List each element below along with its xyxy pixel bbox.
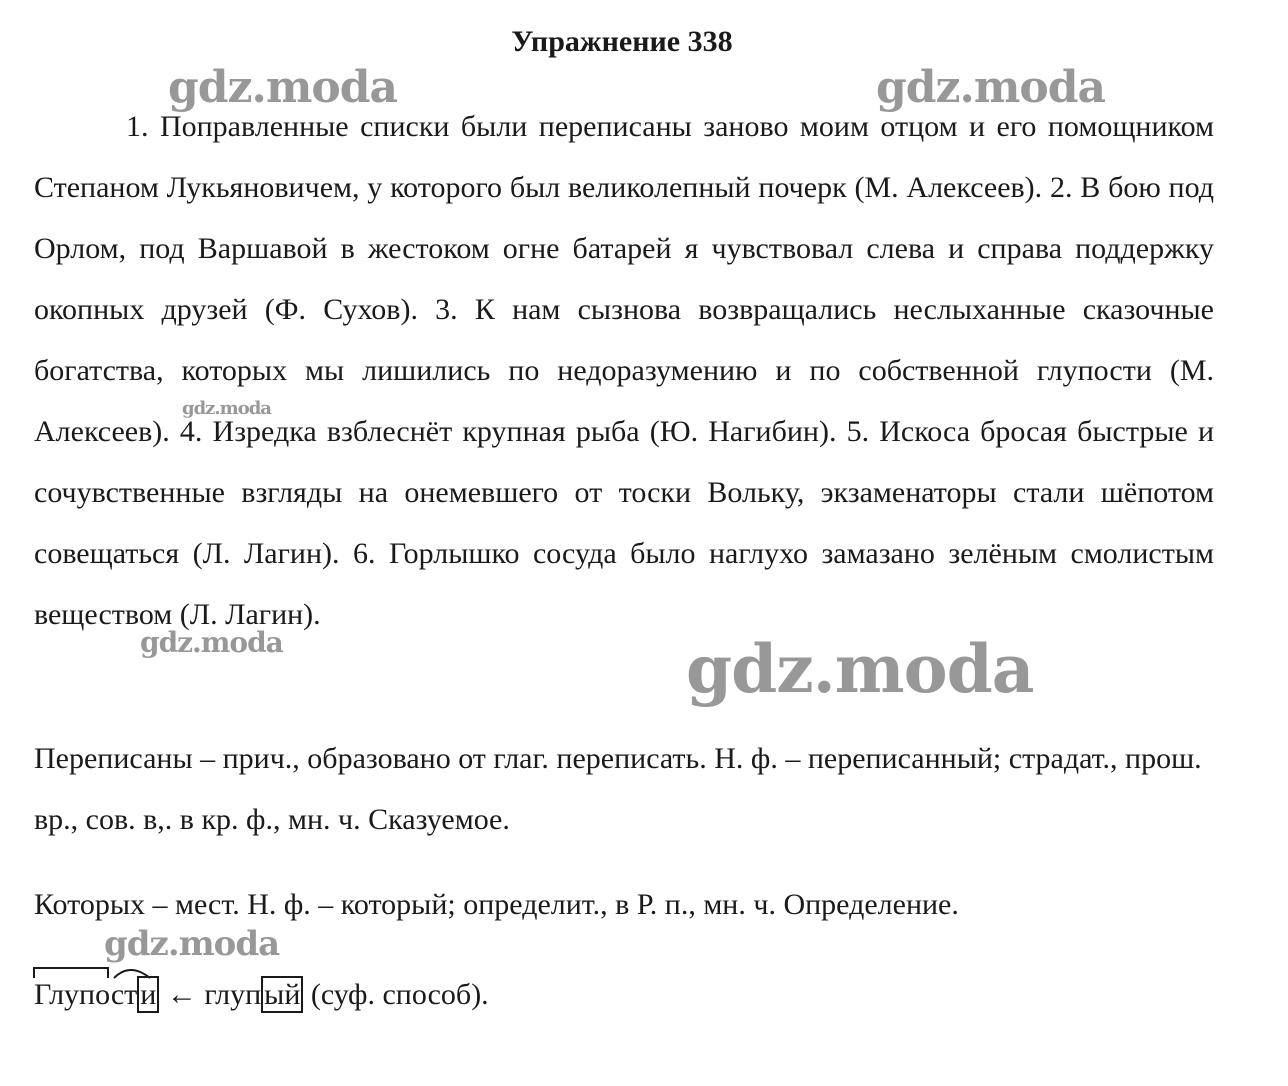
watermark-logo: gdz.moda (104, 924, 280, 964)
parse-ending-box: и (137, 976, 159, 1013)
watermark-logo: gdz.moda (182, 398, 271, 419)
parse-arrow: ← (159, 978, 205, 1011)
watermark-logo: gdz.moda (140, 626, 283, 659)
parse-source-suffix-box: ый (261, 976, 303, 1013)
suffix-arc-mark (30, 962, 190, 992)
analysis-perepisany: Переписаны – прич., образовано от глаг. переписать. Н. ф. – переписанный; страдат., прош. вр., сов. в,. в кр. ф., мн. ч. Сказуемое. (34, 742, 1202, 836)
exercise-text: 1. Поправленные списки были переписаны заново моим отцом и его помощником Степаном Лукьяновичем, у которого был великолепный почерк (М. Алексеев). 2. В бою под Орлом, под Варшавой в жестоком огне батарей я чувствовал слева и справа поддержку окопных друзей (Ф. Сухов). 3. К нам сызнова возвращались неслыханные сказочные богатства, которых мы лишились по недоразумению и по собственной глупости (М. Алексеев). 4. Изредка взблеснёт крупная рыба (Ю. Нагибин). 5. Искоса бросая быстрые и сочувственные взгляды на онемевшего от тоски Вольку, экзаменаторы стали шёпотом совещаться (Л. Лагин). 6. Горлышко сосуда было наглухо замазано зелёным смолистым веществом (Л. Лагин). (34, 110, 1214, 631)
parse-stem: Глупост (34, 978, 138, 1011)
word-formation-parse (34, 964, 1234, 1025)
watermark-logo: gdz.moda (876, 62, 1106, 113)
watermark-logo: gdz.moda (168, 62, 398, 113)
watermark-logo: gdz.moda (686, 630, 1034, 708)
exercise-title: Упражнение 338 (511, 25, 733, 58)
parse-note: (суф. способ). (303, 978, 489, 1011)
analysis-kotoryh: Которых – мест. Н. ф. – который; определит., в Р. п., мн. ч. Определение. (34, 888, 959, 921)
parse-source-stem: глуп (204, 978, 262, 1011)
